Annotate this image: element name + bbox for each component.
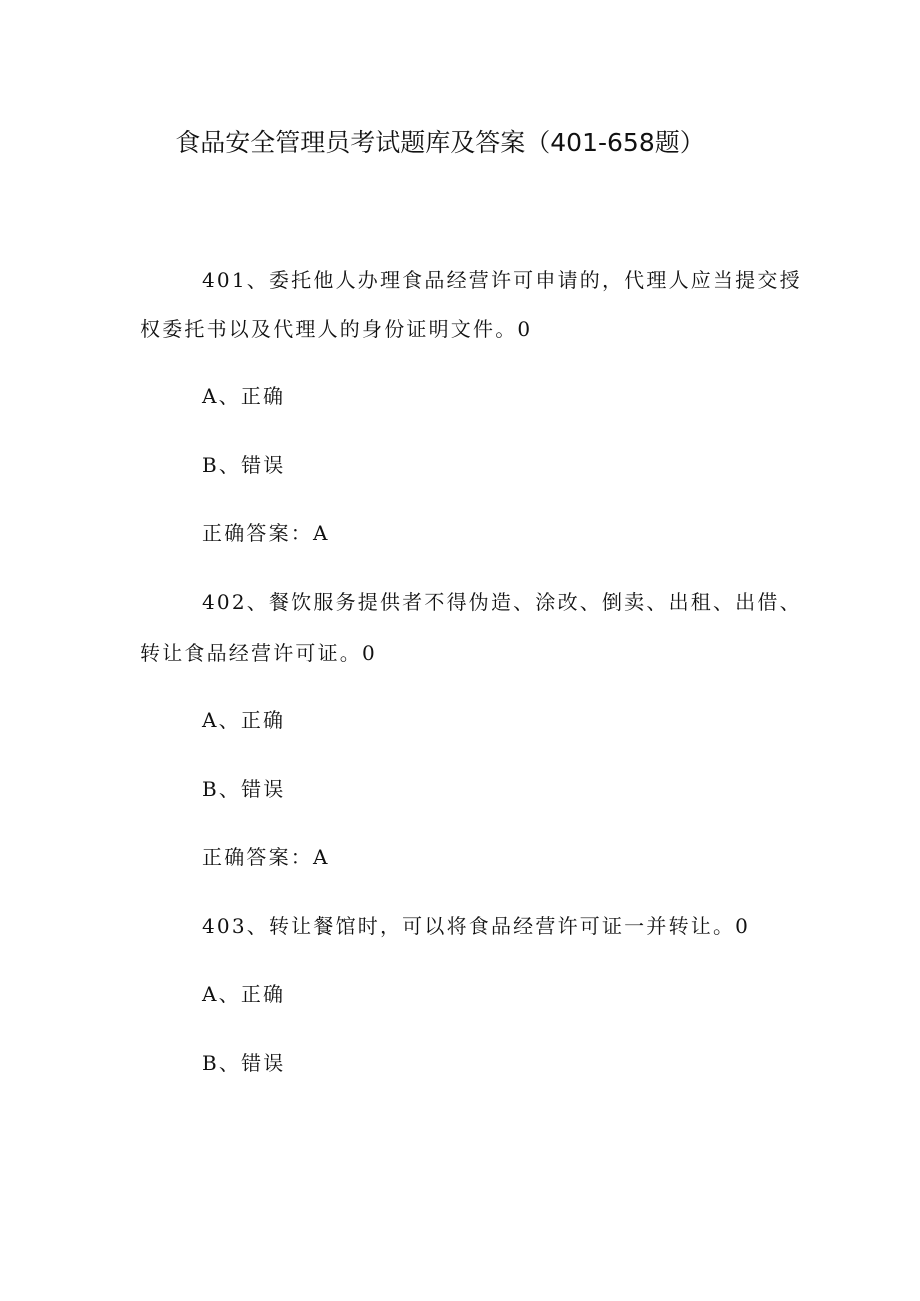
question-402-option-b: B、错误 (202, 777, 286, 801)
question-402-answer: 正确答案：A (202, 845, 330, 869)
question-401-option-a: A、正确 (202, 384, 286, 408)
question-401-option-b: B、错误 (202, 453, 286, 477)
question-402-stem-line1: 402、餐饮服务提供者不得伪造、涂改、倒卖、出租、出借、 (202, 590, 802, 614)
question-403-option-a: A、正确 (202, 982, 286, 1006)
question-403-stem-line1: 403、转让餐馆时，可以将食品经营许可证一并转让。0 (202, 914, 751, 938)
question-402-option-a: A、正确 (202, 708, 286, 732)
question-401-answer: 正确答案：A (202, 521, 330, 545)
question-403-option-b: B、错误 (202, 1051, 286, 1075)
document-title: 食品安全管理员考试题库及答案（401-658题） (175, 128, 705, 157)
question-401-stem-line2: 权委托书以及代理人的身份证明文件。0 (140, 317, 533, 341)
question-402-stem-line2: 转让食品经营许可证。0 (140, 641, 377, 665)
question-401-stem-line1: 401、委托他人办理食品经营许可申请的，代理人应当提交授 (202, 268, 802, 292)
